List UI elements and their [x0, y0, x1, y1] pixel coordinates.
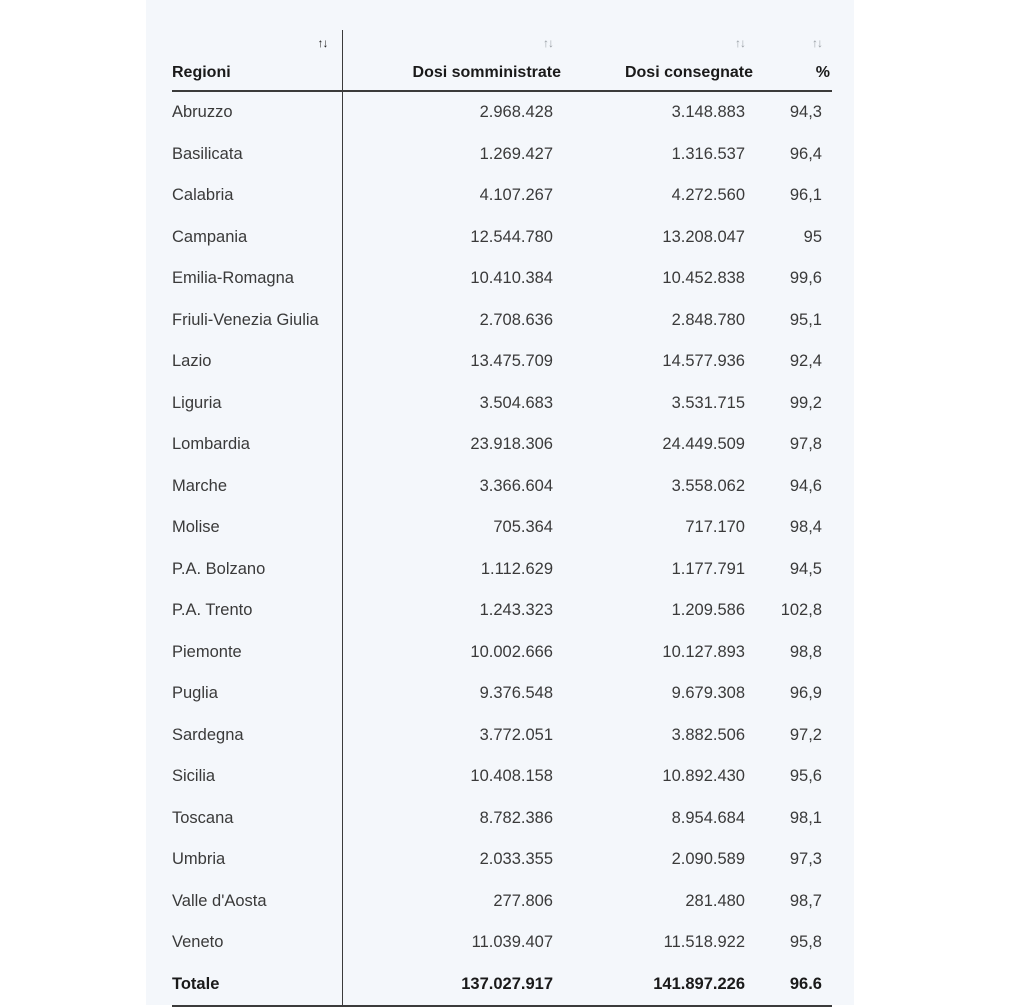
table-row — [172, 383, 832, 425]
cell-administered: 1.243.323 — [479, 601, 553, 620]
total-row — [172, 964, 832, 1007]
table-row — [172, 673, 832, 715]
cell-region: Umbria — [172, 839, 342, 881]
column-header-percent[interactable] — [755, 30, 832, 91]
cell-region: Marche — [172, 466, 342, 508]
cell-delivered: 3.882.506 — [671, 725, 745, 744]
cell-administered: 2.033.355 — [479, 850, 553, 869]
table-row — [172, 300, 832, 342]
total-delivered: 141.897.226 — [563, 964, 755, 1007]
cell-percent: 94,3 — [789, 103, 822, 122]
cell-percent: 92,4 — [789, 352, 822, 371]
table-row — [172, 881, 832, 923]
cell-administered: 10.410.384 — [470, 269, 553, 288]
cell-region: Sardegna — [172, 715, 342, 757]
cell-percent: 94,6 — [789, 476, 822, 495]
cell-delivered: 10.892.430 — [662, 767, 745, 786]
cell-delivered: 3.558.062 — [671, 476, 745, 495]
total-label: Totale — [172, 964, 342, 1007]
table-row — [172, 466, 832, 508]
cell-delivered: 2.848.780 — [671, 310, 745, 329]
column-header-dosi-consegnate[interactable] — [563, 30, 755, 91]
cell-delivered: 13.208.047 — [662, 227, 745, 246]
table-row — [172, 424, 832, 466]
table-body — [172, 91, 832, 964]
cell-administered: 1.112.629 — [480, 559, 553, 578]
sort-arrows-icon[interactable]: ↑↓ — [812, 36, 822, 50]
cell-region: Valle d'Aosta — [172, 881, 342, 923]
cell-region: Veneto — [172, 922, 342, 964]
cell-region: Toscana — [172, 798, 342, 840]
cell-administered: 3.772.051 — [479, 725, 553, 744]
cell-percent: 98,7 — [789, 891, 822, 910]
cell-delivered: 4.272.560 — [671, 186, 745, 205]
cell-region: Liguria — [172, 383, 342, 425]
sort-arrows-icon[interactable]: ↑↓ — [735, 36, 745, 50]
cell-delivered: 1.209.586 — [671, 601, 745, 620]
cell-administered: 23.918.306 — [470, 435, 553, 454]
table-row — [172, 217, 832, 259]
table-row — [172, 507, 832, 549]
cell-region: Emilia-Romagna — [172, 258, 342, 300]
cell-percent: 94,5 — [789, 559, 822, 578]
sort-arrows-icon[interactable]: ↑↓ — [317, 36, 328, 50]
column-header-label: Dosi consegnate — [624, 64, 753, 81]
table-row — [172, 839, 832, 881]
cell-delivered: 717.170 — [685, 518, 745, 537]
table-row — [172, 549, 832, 591]
cell-delivered: 8.954.684 — [671, 808, 745, 827]
cell-administered: 4.107.267 — [479, 186, 553, 205]
cell-delivered: 24.449.509 — [662, 435, 745, 454]
cell-delivered: 9.679.308 — [671, 684, 745, 703]
cell-region: Basilicata — [172, 134, 342, 176]
cell-delivered: 281.480 — [685, 891, 745, 910]
cell-region: Abruzzo — [172, 91, 342, 134]
cell-region: Lazio — [172, 341, 342, 383]
cell-administered: 3.504.683 — [479, 393, 553, 412]
cell-percent: 99,6 — [789, 269, 822, 288]
table-row — [172, 590, 832, 632]
column-header-label: Dosi somministrate — [412, 64, 561, 81]
cell-region: Piemonte — [172, 632, 342, 674]
cell-administered: 12.544.780 — [470, 227, 553, 246]
cell-region: Campania — [172, 217, 342, 259]
cell-administered: 3.366.604 — [479, 476, 553, 495]
cell-percent: 95,8 — [789, 933, 822, 952]
cell-percent: 102,8 — [780, 601, 822, 620]
cell-percent: 95,1 — [789, 310, 822, 329]
cell-region: P.A. Bolzano — [172, 549, 342, 591]
cell-delivered: 10.127.893 — [662, 642, 745, 661]
column-header-label: % — [815, 64, 830, 81]
cell-administered: 11.039.407 — [471, 933, 553, 952]
cell-percent: 97,3 — [789, 850, 822, 869]
cell-administered: 277.806 — [493, 891, 553, 910]
cell-percent: 98,4 — [789, 518, 822, 537]
cell-delivered: 2.090.589 — [671, 850, 745, 869]
column-header-dosi-somministrate[interactable] — [342, 30, 563, 91]
cell-region: Lombardia — [172, 424, 342, 466]
cell-administered: 1.269.427 — [479, 144, 553, 163]
cell-percent: 98,8 — [789, 642, 822, 661]
cell-administered: 705.364 — [493, 518, 553, 537]
cell-percent: 96,4 — [789, 144, 822, 163]
table-row — [172, 134, 832, 176]
table-row — [172, 258, 832, 300]
table-row — [172, 341, 832, 383]
cell-percent: 95,6 — [789, 767, 822, 786]
cell-region: Calabria — [172, 175, 342, 217]
cell-percent: 95 — [803, 227, 822, 246]
header-row — [172, 30, 832, 91]
table-row — [172, 632, 832, 674]
cell-percent: 96,9 — [789, 684, 822, 703]
cell-delivered: 11.518.922 — [663, 933, 745, 952]
cell-delivered: 3.148.883 — [671, 103, 745, 122]
table-row — [172, 798, 832, 840]
cell-percent: 97,2 — [789, 725, 822, 744]
cell-delivered: 14.577.936 — [662, 352, 745, 371]
table-row — [172, 922, 832, 964]
vaccine-doses-table — [172, 30, 832, 1007]
sort-arrows-icon[interactable]: ↑↓ — [543, 36, 553, 50]
cell-percent: 99,2 — [789, 393, 822, 412]
cell-administered: 8.782.386 — [479, 808, 553, 827]
table-row — [172, 175, 832, 217]
table-row — [172, 756, 832, 798]
cell-administered: 9.376.548 — [479, 684, 553, 703]
column-header-label: Regioni — [172, 64, 231, 81]
cell-percent: 96,1 — [789, 186, 822, 205]
total-percent: 96.6 — [755, 964, 832, 1007]
cell-region: Puglia — [172, 673, 342, 715]
cell-delivered: 3.531.715 — [671, 393, 745, 412]
cell-region: P.A. Trento — [172, 590, 342, 632]
cell-administered: 2.968.428 — [479, 103, 553, 122]
cell-percent: 98,1 — [789, 808, 822, 827]
cell-administered: 10.002.666 — [470, 642, 553, 661]
cell-delivered: 1.316.537 — [671, 144, 745, 163]
cell-region: Sicilia — [172, 756, 342, 798]
cell-delivered: 1.177.791 — [671, 559, 745, 578]
cell-administered: 2.708.636 — [479, 310, 553, 329]
total-administered: 137.027.917 — [342, 964, 563, 1007]
cell-region: Friuli-Venezia Giulia — [172, 300, 342, 342]
table-row — [172, 715, 832, 757]
cell-administered: 10.408.158 — [470, 767, 553, 786]
cell-delivered: 10.452.838 — [662, 269, 745, 288]
column-header-regioni[interactable] — [172, 30, 342, 91]
cell-administered: 13.475.709 — [470, 352, 553, 371]
cell-percent: 97,8 — [789, 435, 822, 454]
cell-region: Molise — [172, 507, 342, 549]
table-row — [172, 91, 832, 134]
